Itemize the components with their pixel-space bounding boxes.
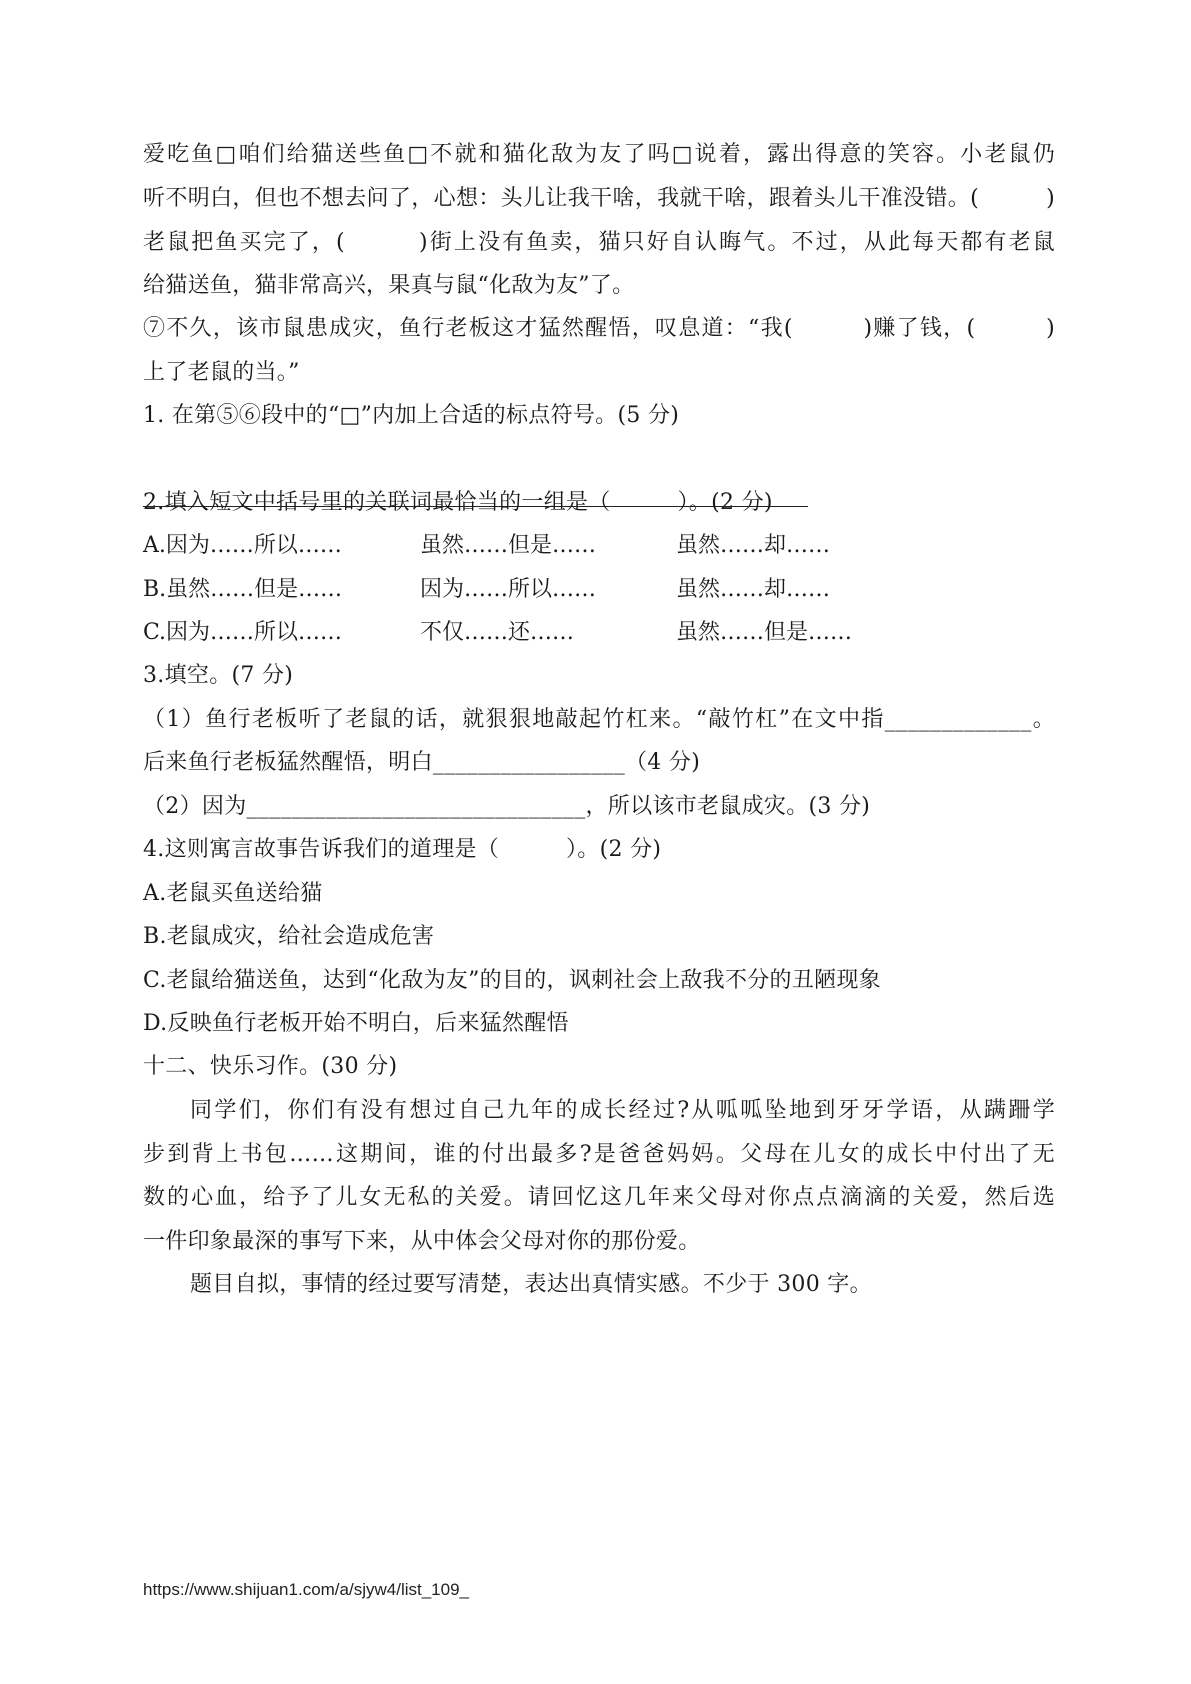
question-3-sub1-cont: 后来鱼行老板猛然醒悟，明白_________________（4 分)	[143, 750, 701, 775]
source-url[interactable]: https://www.shijuan1.com/a/sjyw4/list_109_	[143, 1580, 469, 1599]
passage-line: 爱吃鱼□咱们给猫送些鱼□不就和猫化敌为友了吗□说着，露出得意的笑容。小老鼠仍	[143, 142, 1055, 167]
option-c-col1: C.因为……所以……	[143, 620, 343, 645]
question-4-option: D.反映鱼行老板开始不明白，后来猛然醒悟	[143, 1011, 569, 1036]
question-4-option: B.老鼠成灾，给社会造成危害	[143, 924, 435, 949]
option-c-col3: 虽然……但是……	[676, 620, 853, 645]
question-4: 4.这则寓言故事告诉我们的道理是（ ）。(2 分)	[143, 837, 662, 862]
paragraph-7-line: 上了老鼠的当。”	[143, 360, 300, 385]
question-4-option: C.老鼠给猫送鱼，达到“化敌为友”的目的，讽刺社会上敌我不分的丑陋现象	[143, 968, 882, 993]
option-c-col2: 不仅……还……	[420, 620, 575, 645]
essay-requirement: 题目自拟，事情的经过要写清楚，表达出真情实感。不少于 300 字。	[190, 1272, 872, 1297]
question-3-sub1: （1）鱼行老板听了老鼠的话，就狠狠地敲起竹杠来。“敲竹杠”在文中指_____________。	[143, 707, 1055, 732]
passage-line: 听不明白，但也不想去问了，心想：头儿让我干啥，我就干啥，跟着头儿干准没错。( )	[143, 186, 1055, 211]
question-3-sub2: （2）因为______________________________，所以该市老鼠成灾。(3 分)	[143, 794, 871, 819]
option-a-col2: 虽然……但是……	[420, 533, 597, 558]
question-2: 2.填入短文中括号里的关联词最恰当的一组是（ ）。(2 分)	[143, 490, 773, 515]
question-1: 1. 在第⑤⑥段中的“□”内加上合适的标点符号。(5 分)	[143, 403, 680, 428]
paragraph-7-line: ⑦不久，该市鼠患成灾，鱼行老板这才猛然醒悟，叹息道：“我( )赚了钱，( )	[143, 316, 1055, 341]
question-4-option: A.老鼠买鱼送给猫	[143, 881, 323, 906]
option-b-col2: 因为……所以……	[420, 577, 597, 602]
essay-prompt-line: 同学们，你们有没有想过自己九年的成长经过?从呱呱坠地到牙牙学语，从蹒跚学	[190, 1098, 1055, 1123]
essay-prompt-line: 数的心血，给予了儿女无私的关爱。请回忆这几年来父母对你点点滴滴的关爱，然后选	[143, 1185, 1055, 1210]
option-a-col1: A.因为……所以……	[143, 533, 342, 558]
essay-prompt-line: 一件印象最深的事写下来，从中体会父母对你的那份爱。	[143, 1229, 701, 1254]
question-3: 3.填空。(7 分)	[143, 663, 294, 688]
essay-prompt-line: 步到背上书包……这期间，谁的付出最多?是爸爸妈妈。父母在儿女的成长中付出了无	[143, 1142, 1055, 1167]
passage-line: 老鼠把鱼买完了，( )街上没有鱼卖，猫只好自认晦气。不过，从此每天都有老鼠	[143, 230, 1055, 255]
option-a-col3: 虽然……却……	[676, 533, 831, 558]
passage-line: 给猫送鱼，猫非常高兴，果真与鼠“化敌为友”了。	[143, 273, 635, 298]
option-b-col1: B.虽然……但是……	[143, 577, 343, 602]
essay-heading: 十二、快乐习作。(30 分)	[143, 1054, 398, 1079]
option-b-col3: 虽然……却……	[676, 577, 831, 602]
